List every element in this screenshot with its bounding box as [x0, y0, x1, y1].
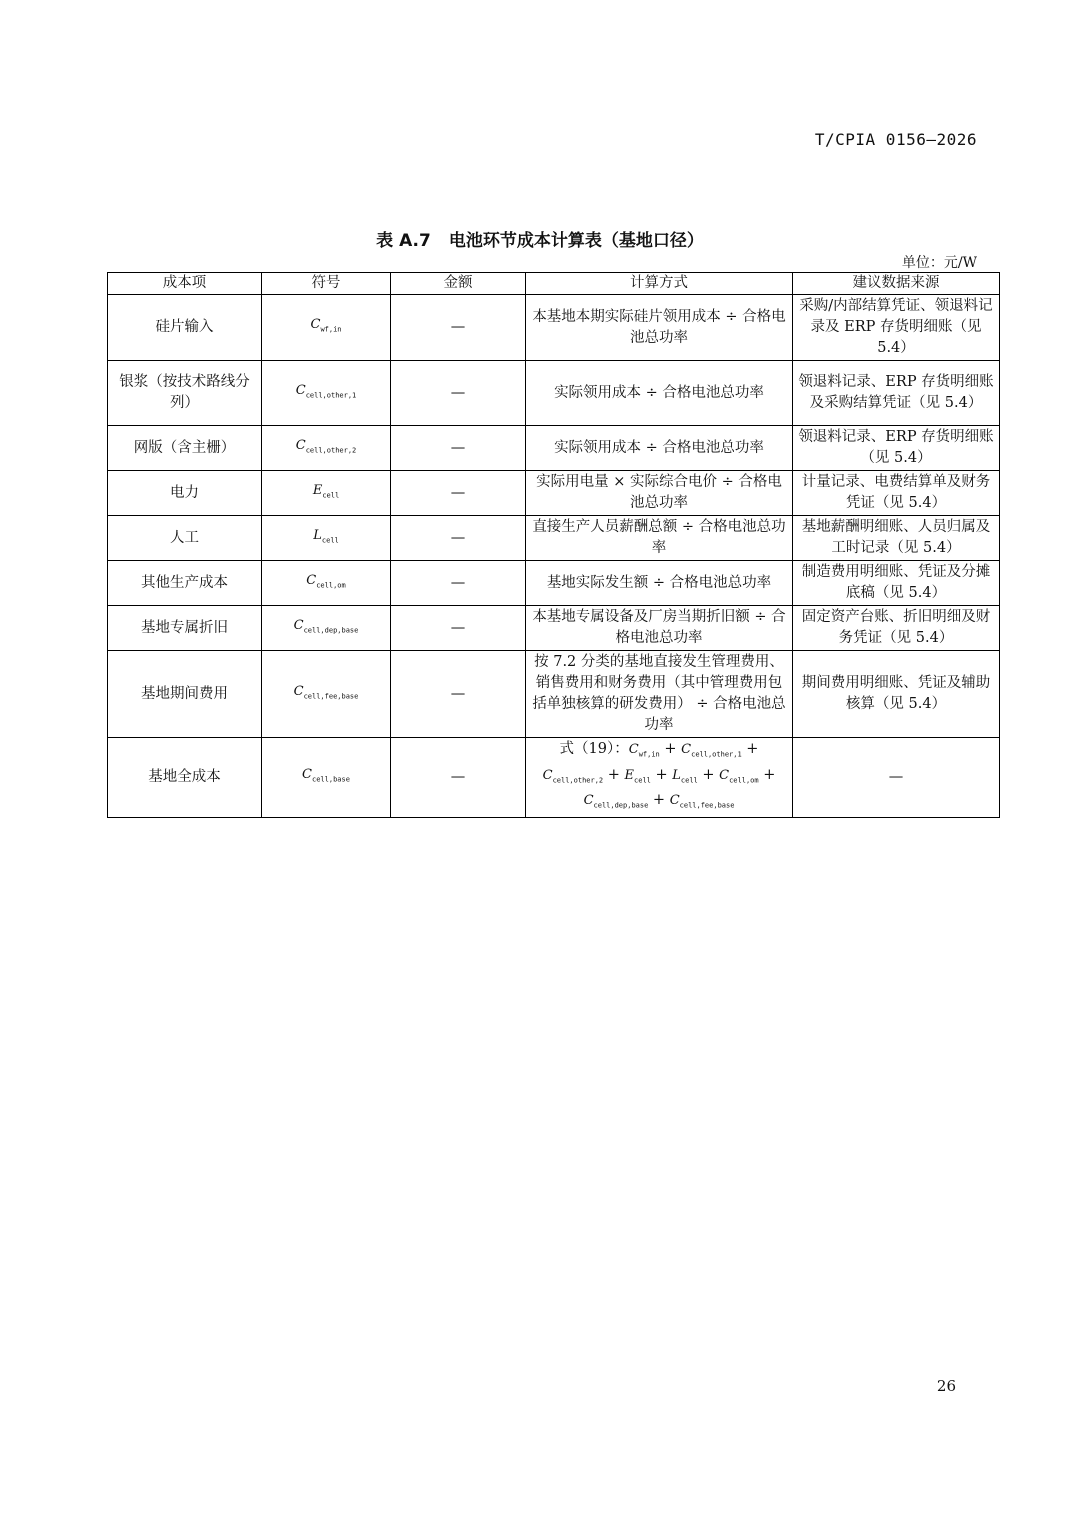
formula: [526, 738, 793, 818]
data-source: 期间费用明细账、凭证及辅助核算（见 5.4）: [793, 651, 1000, 738]
data-source: 领退料记录、ERP 存货明细账（见 5.4）: [793, 426, 1000, 471]
plus-sign: +: [607, 766, 620, 783]
table-caption: [0, 226, 1080, 251]
table-number: 表 A.7: [376, 231, 431, 251]
formula-term: $C_{cell,other,1}$: [681, 742, 742, 759]
cost-item: 银浆（按技术路线分列）: [108, 361, 262, 426]
table-title: 电池环节成本计算表（基地口径）: [448, 231, 704, 251]
plus-sign: +: [763, 766, 776, 783]
plus-sign: +: [664, 741, 677, 757]
data-source: 制造费用明细账、凭证及分摊底稿（见 5.4）: [793, 561, 1000, 606]
plus-sign: +: [702, 766, 715, 783]
formula-term: $C_{cell,dep,base}$: [583, 793, 649, 810]
symbol: $C_{wf,in}$: [262, 295, 391, 361]
plus-sign: +: [652, 792, 666, 809]
column-header: 成本项: [108, 273, 262, 295]
amount: —: [391, 738, 526, 818]
data-source: —: [793, 738, 1000, 818]
total-row: [108, 738, 1000, 818]
data-source: 计量记录、电费结算单及财务凭证（见 5.4）: [793, 471, 1000, 516]
cost-item: 基地期间费用: [108, 651, 262, 738]
symbol: $C_{cell,fee,base}$: [262, 651, 391, 738]
calculation-method: 按 7.2 分类的基地直接发生管理费用、销售费用和财务费用（其中管理费用包括单独核算的研发费用） ÷ 合格电池总功率: [526, 651, 793, 738]
data-source: 固定资产台账、折旧明细及财务凭证（见 5.4）: [793, 606, 1000, 651]
amount: —: [391, 651, 526, 738]
amount: —: [391, 516, 526, 561]
symbol: $C_{cell,dep,base}$: [262, 606, 391, 651]
symbol: $C_{cell,om}$: [262, 561, 391, 606]
column-header: 计算方式: [526, 273, 793, 295]
formula-label: 式（19）：: [559, 741, 629, 757]
amount: —: [391, 471, 526, 516]
column-header: 建议数据来源: [793, 273, 1000, 295]
calculation-method: 实际领用成本 ÷ 合格电池总功率: [526, 426, 793, 471]
cost-table: [107, 272, 1000, 818]
cost-item: 基地全成本: [108, 738, 262, 818]
formula-term: $C_{cell,other,2}$: [542, 767, 604, 785]
formula-term: $C_{wf,in}$: [628, 742, 660, 759]
symbol: $E_{cell}$: [262, 471, 391, 516]
table-row: [108, 426, 1000, 471]
plus-sign: +: [746, 741, 759, 757]
amount: —: [391, 561, 526, 606]
amount: —: [391, 426, 526, 471]
table-row: [108, 471, 1000, 516]
formula-term: $C_{cell,om}$: [719, 767, 759, 785]
cost-item: 硅片输入: [108, 295, 262, 361]
symbol: $C_{cell,other,1}$: [262, 361, 391, 426]
cost-item: 其他生产成本: [108, 561, 262, 606]
amount: —: [391, 606, 526, 651]
page-number: 26: [936, 1377, 956, 1395]
data-source: 领退料记录、ERP 存货明细账及采购结算凭证（见 5.4）: [793, 361, 1000, 426]
amount: —: [391, 295, 526, 361]
amount: —: [391, 361, 526, 426]
column-header: 金额: [391, 273, 526, 295]
calculation-method: 本基地专属设备及厂房当期折旧额 ÷ 合格电池总功率: [526, 606, 793, 651]
table-row: [108, 561, 1000, 606]
table-row: [108, 606, 1000, 651]
formula-term: $C_{cell,fee,base}$: [669, 793, 735, 810]
header-row: [108, 273, 1000, 295]
symbol: $C_{cell,other,2}$: [262, 426, 391, 471]
table-row: [108, 516, 1000, 561]
calculation-method: 本基地本期实际硅片领用成本 ÷ 合格电池总功率: [526, 295, 793, 361]
table-row: [108, 651, 1000, 738]
formula-term: $E_{cell}$: [624, 767, 651, 785]
cost-item: 电力: [108, 471, 262, 516]
calculation-method: 实际用电量 × 实际综合电价 ÷ 合格电池总功率: [526, 471, 793, 516]
formula-term: $L_{cell}$: [672, 767, 698, 785]
calculation-method: 实际领用成本 ÷ 合格电池总功率: [526, 361, 793, 426]
column-header: 符号: [262, 273, 391, 295]
symbol: $C_{cell,base}$: [262, 738, 391, 818]
table-row: [108, 295, 1000, 361]
calculation-method: 基地实际发生额 ÷ 合格电池总功率: [526, 561, 793, 606]
plus-sign: +: [655, 766, 668, 783]
calculation-method: 直接生产人员薪酬总额 ÷ 合格电池总功率: [526, 516, 793, 561]
cost-item: 基地专属折旧: [108, 606, 262, 651]
data-source: 基地薪酬明细账、人员归属及工时记录（见 5.4）: [793, 516, 1000, 561]
document-code: T/CPIA 0156—2026: [814, 130, 977, 149]
data-source: 采购/内部结算凭证、领退料记录及 ERP 存货明细账（见 5.4）: [793, 295, 1000, 361]
cost-item: 人工: [108, 516, 262, 561]
unit-label: 单位：元/W: [901, 255, 977, 271]
symbol: $L_{cell}$: [262, 516, 391, 561]
table-row: [108, 361, 1000, 426]
cost-item: 网版（含主栅）: [108, 426, 262, 471]
